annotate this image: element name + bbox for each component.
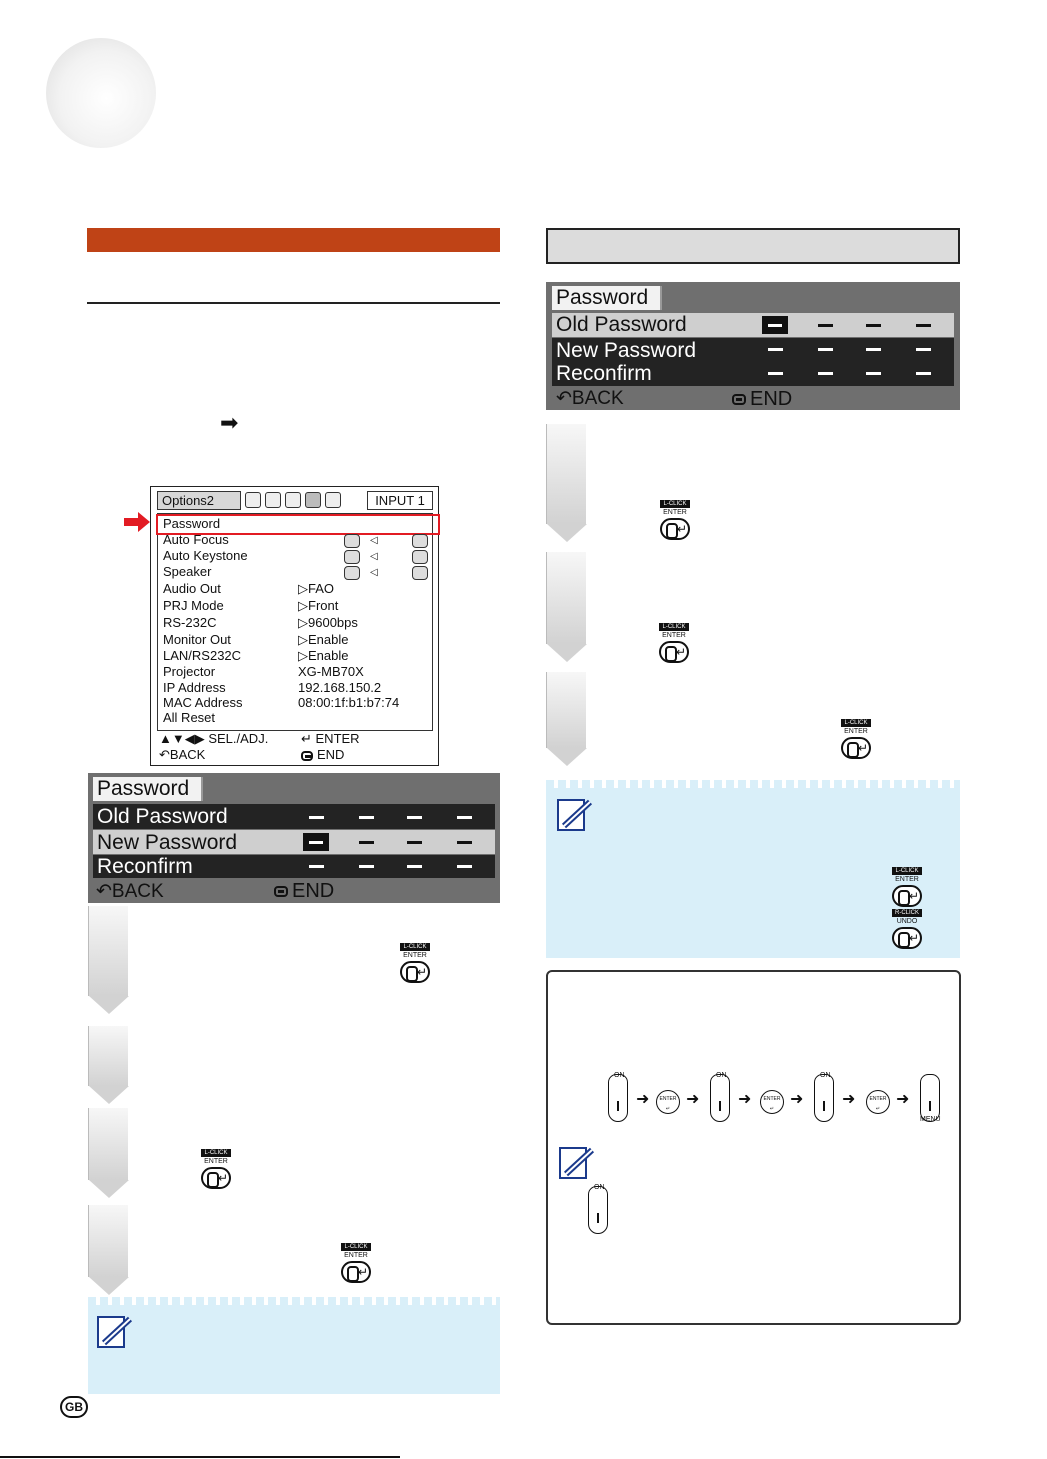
red-pointer-arrow-icon <box>124 512 150 532</box>
fine-sync-menu-icon[interactable] <box>265 492 281 508</box>
reconfirm-row[interactable] <box>93 855 495 878</box>
enter-round-key-icon: ENTER ↵ <box>760 1090 784 1114</box>
language-menu-icon[interactable] <box>325 492 341 508</box>
osd-value-audio-out: ▷FAO <box>298 581 335 596</box>
old-password-label: Old Password <box>556 313 687 336</box>
osd-item-mac-address: MAC Address <box>163 695 243 710</box>
digit-placeholder <box>866 348 881 351</box>
info-box <box>546 970 961 1325</box>
digit-placeholder <box>407 816 422 819</box>
triangle-left-icon: ◁ <box>370 567 378 578</box>
on-key-icon <box>710 1074 730 1122</box>
new-password-row[interactable] <box>93 830 495 854</box>
osd-tab-options2[interactable]: Options2 <box>157 491 241 510</box>
arrow-right-icon: ➜ <box>790 1091 804 1108</box>
arrow-right-icon: ➜ <box>842 1091 856 1108</box>
osd-item-audio-out[interactable]: Audio Out <box>163 581 221 596</box>
digit-placeholder <box>916 372 931 375</box>
osd-item-lan-rs232c[interactable]: LAN/RS232C <box>163 648 242 663</box>
on-key-icon <box>814 1074 834 1122</box>
step-tab <box>88 1205 128 1277</box>
section-header-bar <box>87 228 500 252</box>
new-password-label: New Password <box>556 339 697 362</box>
reconfirm-label: Reconfirm <box>556 362 652 385</box>
enter-key-icon: L-CLICK ENTER ↵ <box>338 1243 374 1287</box>
enter-key-icon: L-CLICK ENTER ↵ <box>198 1149 234 1193</box>
osd-value-ip-address: 192.168.150.2 <box>298 680 382 695</box>
note-box <box>546 780 960 958</box>
enter-round-key-icon: ENTER ↵ <box>656 1090 680 1114</box>
digit-placeholder <box>407 865 422 868</box>
toggle-off-icon[interactable] <box>412 550 428 564</box>
digit-placeholder <box>866 324 881 327</box>
options2-osd-menu <box>150 486 439 766</box>
arrow-right-icon: ➜ <box>738 1091 752 1108</box>
osd-menu-icons <box>245 492 355 510</box>
osd-item-password[interactable]: Password <box>163 516 221 531</box>
undo-key-icon: R-CLICK UNDO ↵ <box>889 909 925 953</box>
osd-item-prj-mode[interactable]: PRJ Mode <box>163 598 224 613</box>
pencil-note-icon <box>96 1311 136 1351</box>
digit-placeholder <box>309 816 324 819</box>
digit-placeholder <box>818 324 833 327</box>
region-badge: GB <box>60 1396 88 1418</box>
digit-placeholder <box>457 865 472 868</box>
osd-value-projector: XG-MB70X <box>298 664 364 679</box>
enter-key-icon: L-CLICK ENTER ↵ <box>656 623 692 667</box>
step-tab <box>88 1108 128 1180</box>
picture-menu-icon[interactable] <box>245 492 261 508</box>
digit-placeholder <box>866 372 881 375</box>
step-tab <box>546 672 586 748</box>
password-panel-new <box>88 773 500 903</box>
menu-key-label: MENU <box>920 1116 941 1123</box>
digit-placeholder <box>818 372 833 375</box>
osd-item-all-reset[interactable]: All Reset <box>163 710 216 725</box>
on-key-icon <box>608 1074 628 1122</box>
enter-key-icon: L-CLICK ENTER ↵ <box>889 867 925 911</box>
toggle-off-icon[interactable] <box>412 566 428 580</box>
arrow-right-icon: ➜ <box>636 1091 650 1108</box>
on-key-label: ON <box>820 1072 831 1079</box>
step-tab <box>546 424 586 524</box>
enter-key-icon: L-CLICK ENTER ↵ <box>838 719 874 763</box>
triangle-left-icon: ◁ <box>370 535 378 546</box>
corner-decoration <box>46 38 156 148</box>
end-hint: END <box>274 880 334 903</box>
step-tab <box>88 906 128 996</box>
right-arrow-icon: ➡ <box>220 410 239 435</box>
osd-value-rs232c: ▷9600bps <box>298 615 358 630</box>
digit-placeholder <box>407 841 422 844</box>
osd-item-auto-keystone[interactable]: Auto Keystone <box>163 548 248 563</box>
reconfirm-label: Reconfirm <box>97 855 193 878</box>
back-hint: ↶BACK <box>96 881 164 902</box>
password-panel-old <box>546 282 960 410</box>
arrow-right-icon: ➜ <box>686 1091 700 1108</box>
osd-footer-enter: ↵ ENTER <box>301 731 360 746</box>
on-key-icon <box>588 1186 608 1234</box>
step-tab <box>546 552 586 644</box>
options2-menu-icon[interactable] <box>305 492 321 508</box>
password-panel-title: Password <box>93 777 203 801</box>
end-hint: END <box>732 388 792 411</box>
digit-placeholder <box>818 348 833 351</box>
digit-cursor[interactable] <box>762 316 788 334</box>
password-panel-title: Password <box>552 286 662 310</box>
osd-footer-end: END <box>301 747 344 763</box>
osd-input-label: INPUT 1 <box>367 491 433 510</box>
toggle-on-icon[interactable] <box>344 534 360 548</box>
enter-key-icon: L-CLICK ENTER ↵ <box>657 500 693 544</box>
digit-cursor[interactable] <box>303 833 329 851</box>
new-and-reconfirm-rows[interactable] <box>552 338 954 386</box>
osd-item-speaker[interactable]: Speaker <box>163 564 212 579</box>
pencil-note-icon <box>558 1142 598 1182</box>
on-key-label: ON <box>614 1072 625 1079</box>
arrow-right-icon: ➜ <box>896 1091 910 1108</box>
section-header-box <box>546 228 960 264</box>
osd-value-prj-mode: ▷Front <box>298 598 339 613</box>
triangle-left-icon: ◁ <box>370 551 378 562</box>
section-divider <box>87 302 500 304</box>
osd-footer-sel-adj: ▲▼◀▶ SEL./ADJ. <box>159 731 269 746</box>
digit-placeholder <box>916 348 931 351</box>
on-key-label: ON <box>716 1072 727 1079</box>
osd-footer-back: ↶BACK <box>159 747 206 762</box>
back-hint: ↶BACK <box>556 388 624 409</box>
new-password-label: New Password <box>97 831 238 854</box>
options1-menu-icon[interactable] <box>285 492 301 508</box>
menu-key-icon <box>920 1074 940 1122</box>
pencil-note-icon <box>556 794 596 834</box>
toggle-on-icon[interactable] <box>344 550 360 564</box>
digit-placeholder <box>768 348 783 351</box>
osd-value-mac-address: 08:00:1f:b1:b7:74 <box>298 695 400 710</box>
osd-item-rs232c[interactable]: RS-232C <box>163 615 217 630</box>
digit-placeholder <box>916 324 931 327</box>
osd-item-auto-focus[interactable]: Auto Focus <box>163 532 229 547</box>
old-password-row[interactable] <box>552 313 954 337</box>
toggle-off-icon[interactable] <box>412 534 428 548</box>
enter-key-icon: L-CLICK ENTER ↵ <box>397 943 433 987</box>
digit-placeholder <box>309 865 324 868</box>
toggle-on-icon[interactable] <box>344 566 360 580</box>
step-tab <box>88 1026 128 1086</box>
digit-placeholder <box>359 841 374 844</box>
osd-item-projector: Projector <box>163 664 216 679</box>
digit-placeholder <box>457 816 472 819</box>
on-key-label: ON <box>594 1184 605 1191</box>
menu-icon <box>732 394 746 405</box>
osd-value-lan-rs232c: ▷Enable <box>298 648 349 663</box>
digit-placeholder <box>359 816 374 819</box>
menu-icon <box>274 886 288 897</box>
bottom-rule <box>0 1456 400 1458</box>
note-box <box>88 1297 500 1394</box>
osd-item-monitor-out[interactable]: Monitor Out <box>163 632 231 647</box>
osd-item-list <box>157 513 433 731</box>
old-password-row[interactable] <box>93 804 495 829</box>
digit-placeholder <box>457 841 472 844</box>
osd-value-monitor-out: ▷Enable <box>298 632 349 647</box>
old-password-label: Old Password <box>97 805 228 828</box>
osd-item-ip-address: IP Address <box>163 680 226 695</box>
digit-placeholder <box>768 372 783 375</box>
enter-round-key-icon: ENTER ↵ <box>866 1090 890 1114</box>
digit-placeholder <box>359 865 374 868</box>
